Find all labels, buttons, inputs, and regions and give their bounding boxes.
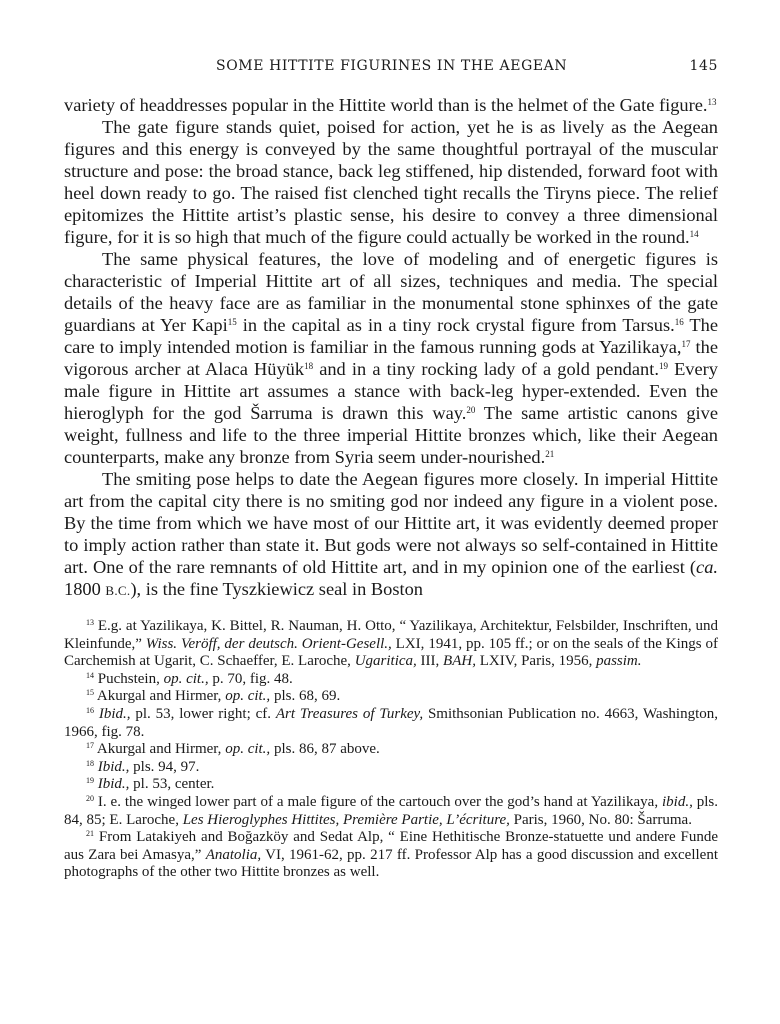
footnote-text: pls. 68, 69. [270,688,341,705]
body-text [64,94,718,602]
footnote-ref-14[interactable]: 14 [689,229,699,239]
footnote-ref-18[interactable]: 18 [304,361,314,371]
paragraph-text: variety of headdresses popular in the Hittite world than is the helmet of the Gate figure. [64,95,708,115]
footnote-20 [64,794,718,829]
footnote-text: I. e. the winged lower part of a male figure of the cartouch over the god’s hand at Yazilikaya, [94,793,662,810]
paragraph-text: The same physical features, the love of modeling and of energetic figures is characteristic of Imperial Hittite art of all sizes, techniques and media. The special details of the heavy face are as familiar in the monumental stone sphinxes of the gate guardians at Yer Kapi [64,249,718,335]
footnote-ref-15[interactable]: 15 [227,317,237,327]
italic-title: ibid., [661,793,693,810]
paragraph-1 [64,94,718,116]
page [64,58,718,882]
paragraph-4 [64,468,718,602]
running-header [64,58,718,82]
italic-title: Ibid., [97,776,130,793]
italic-title: Art Treasures of Turkey, [275,705,424,722]
footnote-14 [64,671,718,689]
italic-title: op. cit., [225,688,271,705]
paragraph-text: Every male figure in Hittite art assumes a stance with back-leg hyper-extended. Even the hieroglyph for the god Šarruma is drawn this way. [64,359,718,423]
footnote-ref-16[interactable]: 16 [674,317,684,327]
footnote-number: 21 [86,829,94,839]
paragraph-text: 1800 [64,579,106,599]
italic-title: op. cit., [225,741,271,758]
italic-ca: ca. [696,557,718,577]
italic-title: Ibid., [98,705,131,722]
footnote-text: Akurgal and Hirmer, [94,688,226,705]
footnote-text: pl. 53, center. [129,776,215,793]
paragraph-2 [64,116,718,248]
paragraph-text: The care to imply intended motion is familiar in the famous running gods at Yazilikaya, [64,315,719,357]
footnote-ref-19[interactable]: 19 [658,361,668,371]
footnote-19 [64,776,718,794]
footnote-ref-17[interactable]: 17 [681,339,691,349]
footnote-text: pl. 53, lower right; cf. [130,705,276,722]
footnote-ref-21[interactable]: 21 [545,449,555,459]
italic-title: Ugaritica, [354,653,417,670]
footnote-text: Akurgal and Hirmer, [94,741,226,758]
italic-title: Les Hieroglyphes Hittites, Première Partie, L’écriture, [182,811,510,828]
footnote-13 [64,618,718,671]
footnote-text: LXIV, Paris, 1956, [475,653,597,670]
footnote-number: 20 [86,793,94,803]
footnote-18 [64,759,718,777]
footnote-text: From Latakiyeh and Boğazköy and Sedat Alp, “ Eine Hethitische Bronze-statuette und andere Funde aus Zara bei Amasya,” [64,829,718,863]
footnote-number: 16 [86,705,94,715]
footnote-number: 19 [86,776,94,786]
page-number: 145 [689,58,718,74]
footnote-16 [64,706,718,741]
italic-title: Anatolia, [205,846,262,863]
italic-title: Ibid., [97,758,130,775]
paragraph-text: The gate figure stands quiet, poised for action, yet he is as lively as the Aegean figures and this energy is conveyed by the same thoughtful portrayal of the muscular structure and pose: the broad stance, back leg stiffened, hip distended, forward foot with heel down ready to go. The raised fist clenched tight recalls the Tiryns piece. The relief epitomizes the Hittite artist’s plastic sense, his desire to convey a three dimensional figure, for it is so high that much of the figure could actually be worked in the round. [64,117,718,247]
footnote-ref-20[interactable]: 20 [466,405,476,415]
italic-title: BAH, [443,653,476,670]
footnotes [64,618,718,882]
paragraph-text: in the capital as in a tiny rock crystal figure from Tarsus. [236,315,675,335]
footnote-number: 13 [86,618,94,627]
italic-title: passim. [596,653,642,670]
italic-title: Wiss. Veröff, der deutsch. Orient-Gesell., [145,635,392,652]
footnote-text: LXI, 1941, pp. 105 ff.; or on the seals of the Kings of Carchemish at Ugarit, C. Schaeffer, E. Laroche, [64,635,718,670]
footnote-text: Puchstein, [94,670,164,687]
paragraph-text: The same artistic canons give weight, fullness and life to the three imperial Hittite bronzes which, like their Aegean counterparts, make any bronze from Syria seem under-nourished. [64,403,718,467]
footnote-text: p. 70, fig. 48. [208,670,293,687]
paragraph-3 [64,248,718,468]
italic-title: op. cit., [163,670,209,687]
footnote-15 [64,688,718,706]
paragraph-text: ), is the fine Tyszkiewicz seal in Boston [130,579,423,599]
footnote-number: 15 [86,688,94,698]
footnote-number: 18 [86,758,94,768]
footnote-ref-13[interactable]: 13 [707,97,717,107]
footnote-text: III, [416,653,444,670]
paragraph-text: and in a tiny rocking lady of a gold pendant. [313,359,659,379]
paragraph-text: the vigorous archer at Alaca Hüyük [64,337,718,379]
footnote-text: pls. 86, 87 above. [270,741,380,758]
era-abbreviation: B.C. [105,583,131,598]
footnote-text: pls. 84, 85; E. Laroche, [64,793,718,828]
footnote-text: Smithsonian Publication no. 4663, Washington, 1966, fig. 78. [64,705,718,740]
footnote-number: 14 [86,670,94,680]
footnote-17 [64,741,718,759]
running-title: SOME HITTITE FIGURINES IN THE AEGEAN [216,58,568,74]
footnote-text: pls. 94, 97. [129,758,200,775]
footnote-21 [64,829,718,882]
footnote-text: VI, 1961-62, pp. 217 ff. Professor Alp has a good discussion and excellent photographs of the other two Hittite bronzes as well. [64,846,718,881]
footnote-text: Paris, 1960, No. 80: Šarruma. [509,811,692,828]
paragraph-text: The smiting pose helps to date the Aegean figures more closely. In imperial Hittite art from the capital city there is no smiting god nor indeed any figure in a violent pose. By the time from which we have most of our Hittite art, it was evidently deemed proper to imply action rather than state it. But gods were not always so self-contained in Hittite art. One of the rare remnants of old Hittite art, and in my opinion one of the earliest ( [64,469,718,577]
footnote-text: E.g. at Yazilikaya, K. Bittel, R. Nauman, H. Otto, “ Yazilikaya, Architektur, Felsbilder, Inschriften, und Kleinfunde,” [64,618,718,652]
footnote-number: 17 [86,741,94,751]
